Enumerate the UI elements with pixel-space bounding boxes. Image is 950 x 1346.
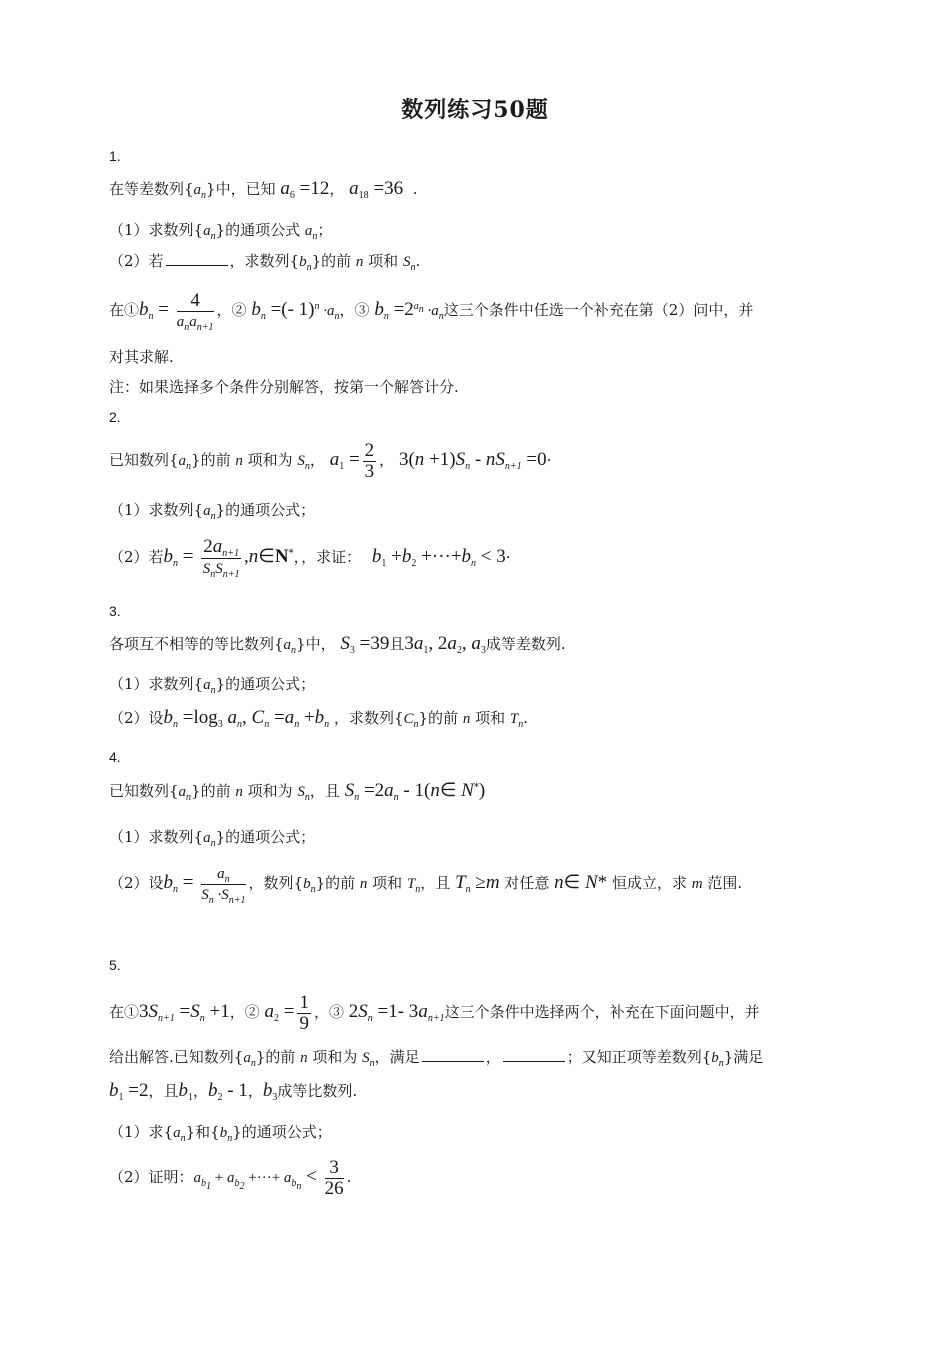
problem-2-part-1: （1）求数列$\{a_n\}$的通项公式； <box>109 501 316 522</box>
problem-1-number: 1. <box>109 148 121 164</box>
problem-2-part-2: （2）若$b_n$ = $\frac{2a_{n+1}}{S_nS_{n+1}}$ ,n∈N*，，求证： $b_1 +b_2 +\cdot\cdot\cdot+b_n < 3\cdot$ <box>109 536 511 580</box>
problem-5-part-1: （1）求$\{a_n\}$和$\{b_n\}$的通项公式； <box>109 1123 332 1144</box>
problem-4-part-1: （1）求数列$\{a_n\}$的通项公式； <box>109 828 316 849</box>
problem-2-statement: 已知数列$\{a_n\}$的前 n 项和为 $S_n$， $a_1$ = $\frac{2}{3}$ ， $3(n +1)S_n - nS_{n+1} =0\cdot$ <box>109 439 552 482</box>
problem-1-part-2: （2）若 ，求数列$\{b_n\}$的前 n 项和 $S_n$. <box>109 252 421 273</box>
problem-1-statement: 在等差数列$\{a_n\}$中，已知 $a_6 =12$， $a_{18} =36$ . <box>109 178 418 201</box>
page-title: 数列练习50题 <box>401 97 549 123</box>
problem-1-conditions-cont: 对其求解. <box>109 348 174 366</box>
problem-3-part-1: （1）求数列$\{a_n\}$的通项公式； <box>109 675 316 696</box>
problem-5-number: 5. <box>109 957 121 973</box>
problem-4-number: 4. <box>109 749 121 765</box>
problem-5-statement: 给出解答.已知数列$\{a_n\}$的前 n 项和为 $S_n$，满足 ， ；又知正项等差数列$\{b_n\}$满足 <box>109 1048 764 1069</box>
problem-3-number: 3. <box>109 603 121 619</box>
problem-2-number: 2. <box>109 409 121 425</box>
problem-1-part-1: （1）求数列$\{a_n\}$的通项公式 $a_n$； <box>109 221 333 242</box>
answer-blank-1[interactable] <box>422 1047 484 1062</box>
problem-4-statement: 已知数列$\{a_n\}$的前 n 项和为 $S_n$，且 $S_n =2a_n$ - 1(n∈ N*) <box>109 780 486 803</box>
problem-4-part-2: （2）设$b_n$ = $\frac{a_n}{S_n \cdot S_{n+1}}$ ，数列$\{b_n\}$的前 n 项和 $T_n$，且 $T_n \ge m$ 对任意 n∈ N* 恒成立，求 m 范围. <box>109 865 743 906</box>
answer-blank-2[interactable] <box>503 1047 565 1062</box>
problem-3-part-2: （2）设$b_n =\log_3$ $a_n$, $C_n =a_n +b_n$ ，求数列$\{C_n\}$的前 n 项和 $T_n$. <box>109 707 528 730</box>
problem-1-note: 注：如果选择多个条件分别解答，按第一个解答计分. <box>109 378 459 396</box>
problem-5-statement-cont: $b_1 =2$，且$b_1$，$b_2 - 1$，$b_3$成等比数列. <box>109 1080 358 1103</box>
problem-1-conditions: 在$①b_n$ = $\frac{4}{a_na_{n+1}}$ ，② $b_n$ =(- $1)^n \cdot a_n$，③ $b_n =2^{a_n} \cdot a_n$这三个条件中任选一个补充在第（2）问中，并 <box>109 289 754 333</box>
problem-5-part-2: （2）证明：$a_{b_1} + a_{b_2}$ +···+ $a_{b_n}$ < $\frac{3}{26}$ . <box>109 1156 352 1199</box>
problem-5-conditions: 在$①3S_{n+1} =S_n +1$，② $a_2$ = $\frac{1}{9}$ ，③ $2S_n =1-$ $3a_{n+1}$这三个条件中选择两个，补充在下面问题中，并 <box>109 991 760 1034</box>
answer-blank[interactable] <box>166 251 228 266</box>
problem-3-statement: 各项互不相等的等比数列$\{a_n\}$中， $S_3 =39$且$3a_1$, $2a_2$, $a_3$成等差数列. <box>109 633 566 656</box>
